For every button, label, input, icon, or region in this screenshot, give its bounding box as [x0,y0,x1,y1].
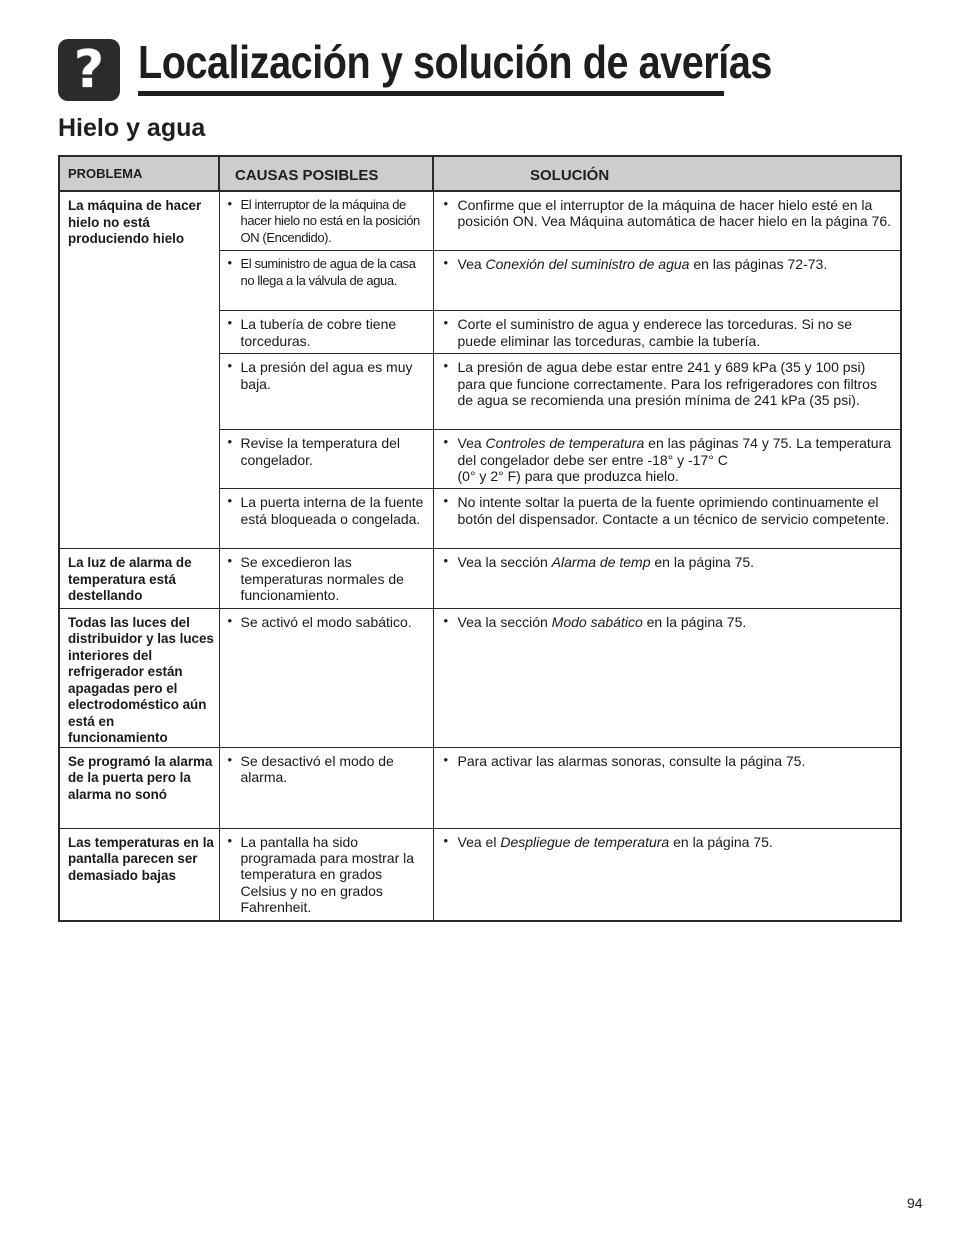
cause-cell [219,747,433,828]
page-title: Localización y solución de averías [138,36,772,88]
solution-cell [433,828,901,921]
solution-text: • Confirme que el interruptor de la máquina de hacer hielo esté en la posición ON. Vea Máquina automática de hacer hielo en la página 76. [434,192,901,234]
solution-cell [433,354,901,430]
cross-reference-link: Alarma de temp [551,554,651,571]
solution-text [434,829,901,854]
table-row [59,191,901,251]
solution-cell [433,430,901,489]
table-row [59,549,901,608]
cause-text: • La puerta interna de la fuente está bloqueada o congelada. [220,489,433,531]
section-title: Hielo y agua [58,114,206,142]
cause-text: • El interruptor de la máquina de hacer hielo no está en la posición ON (Encendido). [220,192,433,250]
problem-cell: Se programó la alarma de la puerta pero la alarma no sonó [59,747,219,828]
solution-text-end: en las páginas 74 y 75. La temperatura del congelador debe ser entre -18° y -17° C [457,435,892,468]
solution-text-start: Vea el [457,833,501,850]
cross-reference-link: Conexión del suministro de agua [485,256,690,273]
cause-text: • La pantalla ha sido programada para mostrar la temperatura en grados Celsius y no en grados Fahrenheit. [220,829,433,920]
solution-text [434,251,901,276]
cross-reference-link: Controles de temperatura [485,435,645,452]
solution-text-line2: (0° y 2° F) para que produzca hielo. [457,468,679,485]
cause-text: • Se activó el modo sabático. [220,609,433,634]
solution-cell [433,489,901,549]
cause-text: • El suministro de agua de la casa no llega a la válvula de agua. [220,251,433,293]
cause-text: • Se excedieron las temperaturas normales de funcionamiento. [220,549,433,607]
solution-text [434,430,901,488]
solution-text-end: en las páginas 72-73. [689,256,828,273]
problem-cell: Las temperaturas en la pantalla parecen ser demasiado bajas [59,828,219,921]
solution-text: • No intente soltar la puerta de la fuente oprimiendo continuamente el botón del dispensador. Contacte a un técnico de servicio competente. [434,489,901,531]
column-header-causes: CAUSAS POSIBLES [219,156,433,191]
table-header-row [59,156,901,191]
solution-text-end: en la página 75. [650,554,755,571]
cause-text: • Se desactivó el modo de alarma. [220,748,433,790]
solution-cell [433,191,901,251]
cause-cell [219,608,433,747]
cause-cell [219,549,433,608]
cause-cell [219,430,433,489]
cause-cell [219,489,433,549]
cross-reference-link: Modo sabático [551,613,643,630]
solution-cell [433,251,901,311]
solution-text: • Corte el suministro de agua y enderece las torceduras. Si no se puede eliminar las torceduras, cambie la tubería. [434,311,901,353]
table-row [59,608,901,747]
solution-text-end: en la página 75. [642,613,747,630]
cause-text: • Revise la temperatura del congelador. [220,430,433,472]
solution-text [434,549,901,574]
solution-text-start: Vea la sección [457,613,552,630]
solution-cell [433,311,901,354]
page-header [58,36,772,100]
problem-cell: Todas las luces del distribuidor y las luces interiores del refrigerador están apagadas pero el electrodoméstico aún está en funcionamiento [59,608,219,747]
troubleshooting-table [58,155,902,922]
table-row [59,828,901,921]
solution-cell [433,747,901,828]
solution-text: • La presión de agua debe estar entre 241 y 689 kPa (35 y 100 psi) para que funcione correctamente. Para los refrigeradores con filtros de agua se recomienda una presión mínima de 241 kPa (35 psi). [434,354,901,412]
solution-cell [433,549,901,608]
problem-cell: La máquina de hacer hielo no está produciendo hielo [59,191,219,549]
cause-cell [219,191,433,251]
question-mark-icon [58,39,120,101]
solution-text-start: Vea [457,435,486,452]
column-header-problem: PROBLEMA [59,156,219,191]
cause-text: • La tubería de cobre tiene torceduras. [220,311,433,353]
cause-cell [219,251,433,311]
cause-cell [219,311,433,354]
title-underline [138,91,724,96]
solution-text: • Para activar las alarmas sonoras, consulte la página 75. [434,748,901,773]
solution-text-start: Vea la sección [457,554,552,571]
column-header-solution: SOLUCIÓN [433,156,901,191]
problem-cell: La luz de alarma de temperatura está destellando [59,549,219,608]
cross-reference-link: Despliegue de temperatura [500,833,670,850]
question-mark-glyph: ? [73,40,105,100]
solution-cell [433,608,901,747]
page-number: 94 [907,1195,923,1211]
solution-text [434,609,901,634]
solution-text-start: Vea [457,256,486,273]
solution-text-end: en la página 75. [669,833,773,850]
table-row [59,747,901,828]
cause-cell [219,828,433,921]
cause-text: • La presión del agua es muy baja. [220,354,433,396]
cause-cell [219,354,433,430]
